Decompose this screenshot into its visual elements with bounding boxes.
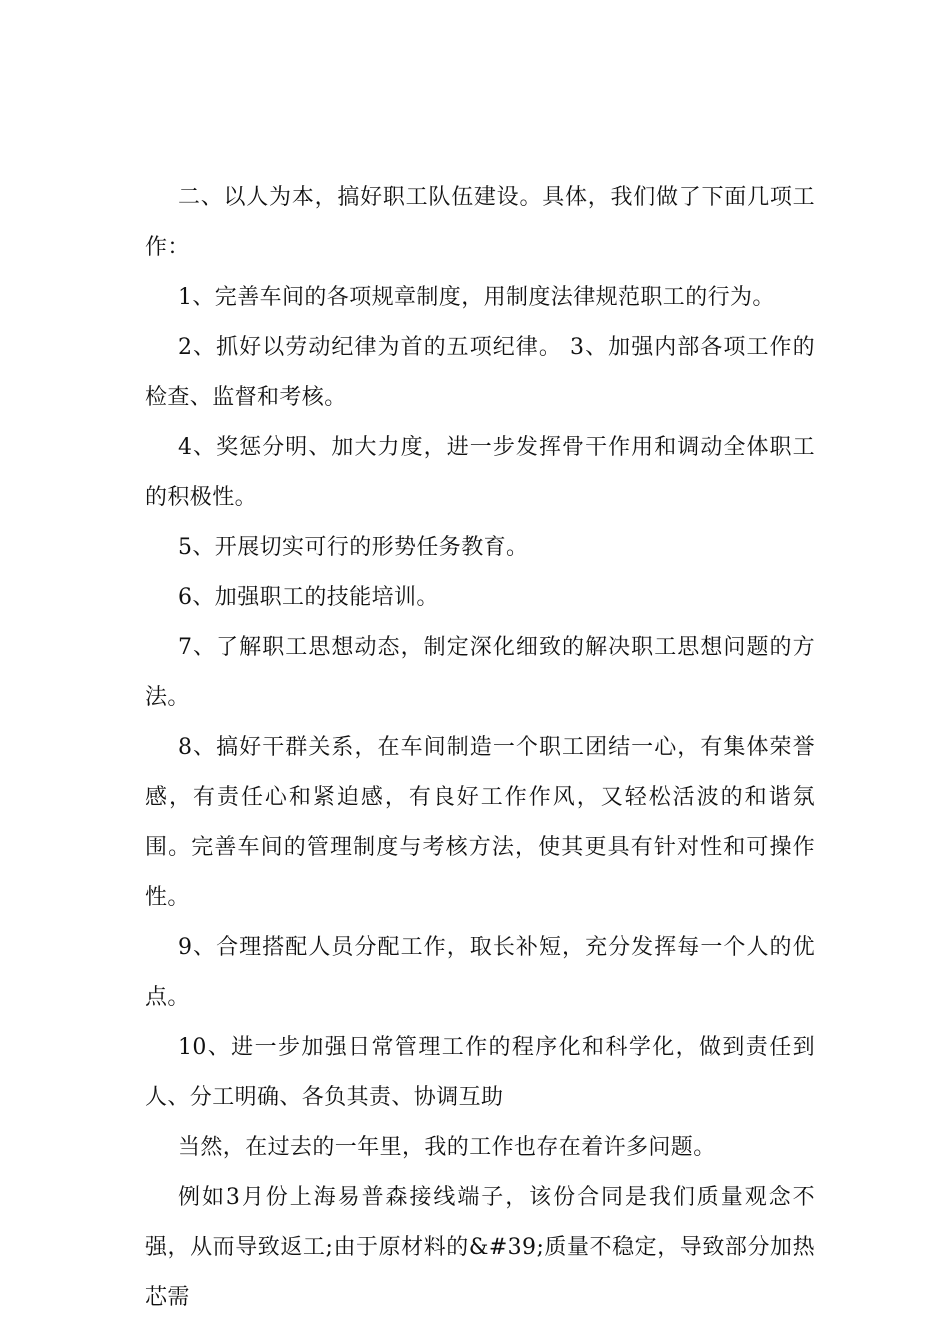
paragraph-item-2-3: 2、抓好以劳动纪律为首的五项纪律。 3、加强内部各项工作的检查、监督和考核。 [145, 335, 815, 410]
document-body [145, 173, 815, 1323]
paragraph-item-9: 9、合理搭配人员分配工作，取长补短，充分发挥每一个人的优点。 [145, 935, 815, 1010]
paragraph-item-1: 1、完善车间的各项规章制度，用制度法律规范职工的行为。 [178, 285, 775, 310]
paragraph-item-7: 7、了解职工思想动态，制定深化细致的解决职工思想问题的方法。 [145, 635, 815, 710]
paragraph-item-6: 6、加强职工的技能培训。 [178, 585, 439, 610]
paragraph-problems-intro: 当然，在过去的一年里，我的工作也存在着许多问题。 [178, 1135, 716, 1160]
paragraph-item-4: 4、奖惩分明、加大力度，进一步发挥骨干作用和调动全体职工的积极性。 [145, 435, 815, 510]
paragraph-item-5: 5、开展切实可行的形势任务教育。 [178, 535, 529, 560]
paragraph-section-two: 二、以人为本，搞好职工队伍建设。具体，我们做了下面几项工作： [145, 185, 815, 260]
paragraph-example: 例如3月份上海易普森接线端子，该份合同是我们质量观念不强，从而导致返工;由于原材料的&#39;质量不稳定，导致部分加热芯需 [145, 1185, 815, 1310]
paragraph-item-8: 8、搞好干群关系，在车间制造一个职工团结一心，有集体荣誉感，有责任心和紧迫感，有良好工作作风，又轻松活波的和谐氛围。完善车间的管理制度与考核方法，使其更具有针对性和可操作性。 [145, 735, 815, 910]
paragraph-item-10: 10、进一步加强日常管理工作的程序化和科学化，做到责任到人、分工明确、各负其责、协调互助 [145, 1035, 815, 1110]
